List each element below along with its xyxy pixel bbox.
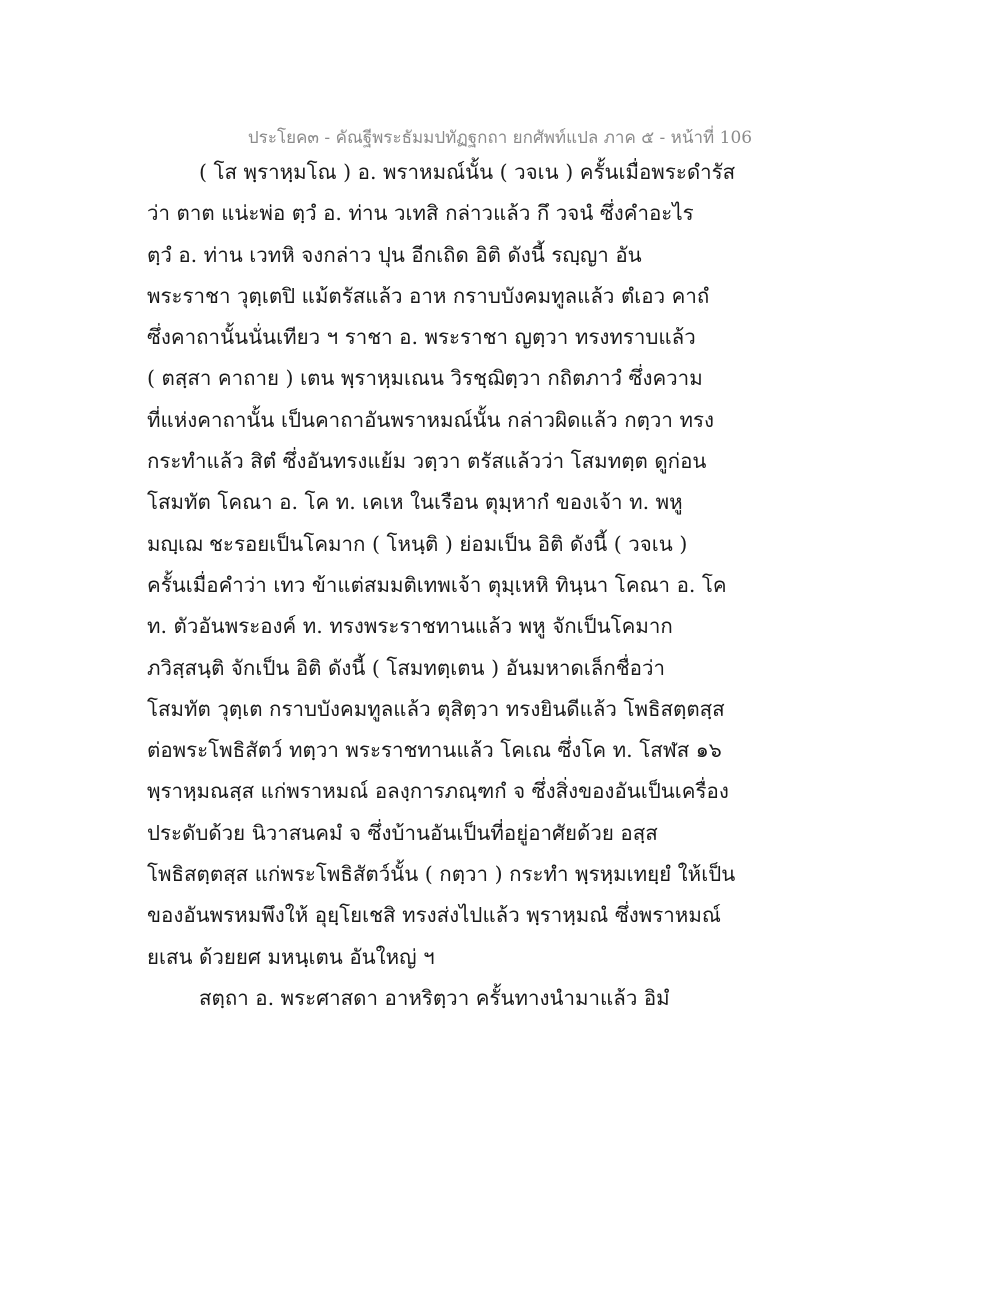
text-line: ซึ่งคาถานั้นนั่นเทียว ฯ ราชา อ. พระราชา ญตฺวา ทรงทราบแล้ว xyxy=(147,325,696,350)
paragraph-2 xyxy=(147,978,867,1019)
text-line: พระราชา วุตฺเตปิ แม้ตรัสแล้ว อาห กราบบังคมทูลแล้ว ตํเอว คาถํ xyxy=(147,283,710,308)
text-line: ต่อพระโพธิสัตว์ ทตฺวา พระราชทานแล้ว โคเณ ซึ่งโค ท. โสฬส ๑๖ xyxy=(147,738,722,763)
text-line: ภวิสฺสนฺติ จักเป็น อิติ ดังนี้ ( โสมทตฺเตน ) อันมหาดเล็กชื่อว่า xyxy=(147,655,666,680)
text-line: ประดับด้วย นิวาสนคมํ จ ซึ่งบ้านอันเป็นที่อยู่อาศัยด้วย อสฺส xyxy=(147,820,658,845)
text-line: โสมทัต วุตฺเต กราบบังคมทูลแล้ว ตุสิตฺวา ทรงยินดีแล้ว โพธิสตฺตสฺส xyxy=(147,696,725,721)
text-line: กระทำแล้ว สิตํ ซึ่งอันทรงแย้ม วตฺวา ตรัสแล้วว่า โสมทตฺต ดูก่อน xyxy=(147,449,707,474)
text-line: ( โส พฺราหฺมโณ ) อ. พราหมณ์นั้น ( วจเน ) ครั้นเมื่อพระดำรัส xyxy=(199,160,736,184)
text-line: ของอันพรหมพึงให้ อุยฺโยเชสิ ทรงส่งไปแล้ว พฺราหฺมณํ ซึ่งพราหมณ์ xyxy=(147,903,721,928)
text-line: โสมทัต โคณา อ. โค ท. เคเห ในเรือน ตุมฺหากํ ของเจ้า ท. พหู xyxy=(147,490,683,515)
text-line: ว่า ตาต แน่ะพ่อ ตฺวํ อ. ท่าน วเทสิ กล่าวแล้ว กึ วจนํ ซึ่งคำอะไร xyxy=(147,201,694,226)
text-line: สตฺถา อ. พระศาสดา อาหริตฺวา ครั้นทางนำมาแล้ว อิมํ xyxy=(199,985,670,1010)
running-header: ประโยค๓ - คัณฐีพระธัมมปทัฏฐกถา ยกศัพท์แปล ภาค ๕ - หน้าที่ 106 xyxy=(247,128,753,148)
text-line: ท. ตัวอันพระองค์ ท. ทรงพระราชทานแล้ว พหู จักเป็นโคมาก xyxy=(147,614,673,639)
body-text xyxy=(147,152,867,1019)
text-line: มญฺเฌ ชะรอยเป็นโคมาก ( โหนฺติ ) ย่อมเป็น อิติ ดังนี้ ( วจเน ) xyxy=(147,531,688,556)
text-line: ที่แห่งคาถานั้น เป็นคาถาอันพราหมณ์นั้น กล่าวผิดแล้ว กตฺวา ทรง xyxy=(147,407,714,432)
text-line: พฺราหฺมณสฺส แก่พราหมณ์ อลงฺการภณฺฑกํ จ ซึ่งสิ่งของอันเป็นเครื่อง xyxy=(147,779,729,804)
text-line: ครั้นเมื่อคำว่า เทว ข้าแต่สมมติเทพเจ้า ตุมฺเหหิ ทินฺนา โคณา อ. โค xyxy=(147,572,727,597)
text-line: ( ตสฺสา คาถาย ) เตน พฺราหฺมเณน วิรชฺฌิตฺวา กถิตภาวํ ซึ่งความ xyxy=(147,366,703,391)
text-line: โพธิสตฺตสฺส แก่พระโพธิสัตว์นั้น ( กตฺวา ) กระทำ พฺรหฺมเทยฺยํ ให้เป็น xyxy=(147,862,736,887)
paragraph-1 xyxy=(147,152,867,978)
text-line: ยเสน ด้วยยศ มหนฺเตน อันใหญ่ ฯ xyxy=(147,944,435,969)
text-line: ตฺวํ อ. ท่าน เวทหิ จงกล่าว ปุน อีกเถิด อิติ ดังนี้ รญฺญา อัน xyxy=(147,242,642,267)
